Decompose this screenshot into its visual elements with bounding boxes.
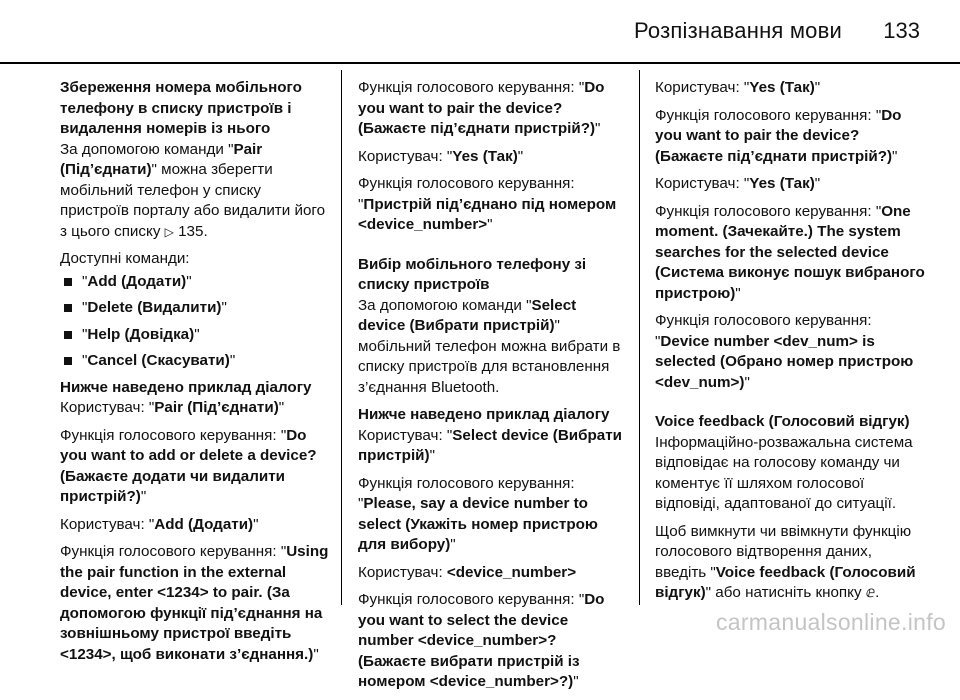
dialog-line: Функція голосового керування: "Do you want to add or delete a device? (Бажаєте додати чи видалити пристрій?)" [60, 426, 317, 505]
paragraph-voice-toggle: Щоб вимкнути чи ввімкнути функцію голосового відтворення даних, введіть "Voice feedback (Голосовий відгук)" або натисніть кнопку ⅇ. [655, 522, 916, 601]
square-bullet-icon [64, 331, 72, 339]
dialog-line: Користувач: "Yes (Так)" [655, 175, 821, 192]
dialog-line: Користувач: "Yes (Так)" [655, 79, 821, 96]
dialog-line: Функція голосового керування: "Пристрій під’єднано під номером <device_number>" [358, 175, 617, 233]
page-reference-icon: ▷ [164, 224, 174, 239]
list-item: "Cancel (Скасувати)" [60, 351, 330, 372]
section-heading-voice-feedback: Voice feedback (Голосовий відгук) [655, 413, 910, 430]
voice-button-icon: ⅇ [865, 584, 876, 601]
column-1 [60, 78, 330, 672]
page-reference-link[interactable]: 135. [178, 222, 208, 240]
square-bullet-icon [64, 304, 72, 312]
page-title: Розпізнавання мови [634, 18, 842, 43]
dialog-line: Користувач: "Yes (Так)" [358, 147, 524, 165]
page-number: 133 [883, 18, 920, 43]
dialog-line: Функція голосового керування: "Device number <dev_num> is selected (Обрано номер пристрою <dev_num>)" [655, 312, 914, 391]
square-bullet-icon [64, 357, 72, 365]
column-3 [655, 78, 925, 611]
section-heading-select-phone: Вибір мобільного телефону зі списку пристроїв [358, 255, 587, 293]
dialog-line: Користувач: <device_number> [358, 563, 577, 581]
column-divider-2 [639, 70, 640, 605]
paragraph-pair-intro: За допомогою команди "Pair (Під’єднати)" можна зберегти мобільний телефон у списку пристроїв порталу або видалити його з цього списку ▷ 135. [60, 140, 326, 240]
dialog-line: Функція голосового керування: "Using the pair function in the external device, enter <1234> to pair. (За допомогою функції під’єднання на зовнішньому пристрої введіть <1234>, щоб виконати з’єднання.)" [60, 543, 329, 663]
example-heading: Нижче наведено приклад діалогу [358, 406, 610, 423]
page-header [0, 0, 960, 62]
dialog-line: Функція голосового керування: "Do you want to select the device number <device_number>? (Бажаєте вибрати пристрій із номером <device_number>?)" [358, 591, 605, 690]
dialog-line: Користувач: "Select device (Вибрати пристрій)" [358, 426, 623, 464]
dialog-line: Функція голосового керування: "Do you want to pair the device? (Бажаєте під’єднати пристрій?)" [358, 79, 605, 137]
paragraph-select-intro: За допомогою команди "Select device (Вибрати пристрій)" мобільний телефон можна вибрати в списку пристроїв для встановлення з’єднання Bluetooth. [358, 296, 621, 396]
column-2 [358, 78, 623, 700]
square-bullet-icon [64, 278, 72, 286]
list-item: "Add (Додати)" [60, 272, 330, 293]
dialog-line: Функція голосового керування: "One moment. (Зачекайте.) The system searches for the selected device (Система виконує пошук вибраного пристрою)" [655, 202, 925, 302]
list-item: "Delete (Видалити)" [60, 298, 330, 319]
dialog-line: Функція голосового керування: "Please, say a device number to select (Укажіть номер пристрою для вибору)" [358, 474, 598, 553]
example-heading: Нижче наведено приклад діалогу [60, 378, 312, 396]
commands-label: Доступні команди: [60, 250, 190, 267]
paragraph-voice-feedback: Інформаційно-розважальна система відповідає на голосову команду чи коментує її шляхом голосової відповіді, адаптованої до ситуації. [655, 433, 913, 512]
dialog-line: Функція голосового керування: "Do you want to pair the device? (Бажаєте під’єднати пристрій?)" [655, 106, 902, 165]
list-item: "Help (Довідка)" [60, 325, 330, 346]
section-heading-save-phone: Збереження номера мобільного телефону в списку пристроїв і видалення номерів із нього [60, 79, 302, 137]
column-divider-1 [341, 70, 342, 605]
watermark: carmanualsonline.info [715, 609, 946, 635]
dialog-line: Користувач: "Pair (Під’єднати)" [60, 399, 285, 416]
commands-list [60, 272, 330, 372]
dialog-line: Користувач: "Add (Додати)" [60, 515, 259, 533]
header-divider [0, 62, 960, 64]
